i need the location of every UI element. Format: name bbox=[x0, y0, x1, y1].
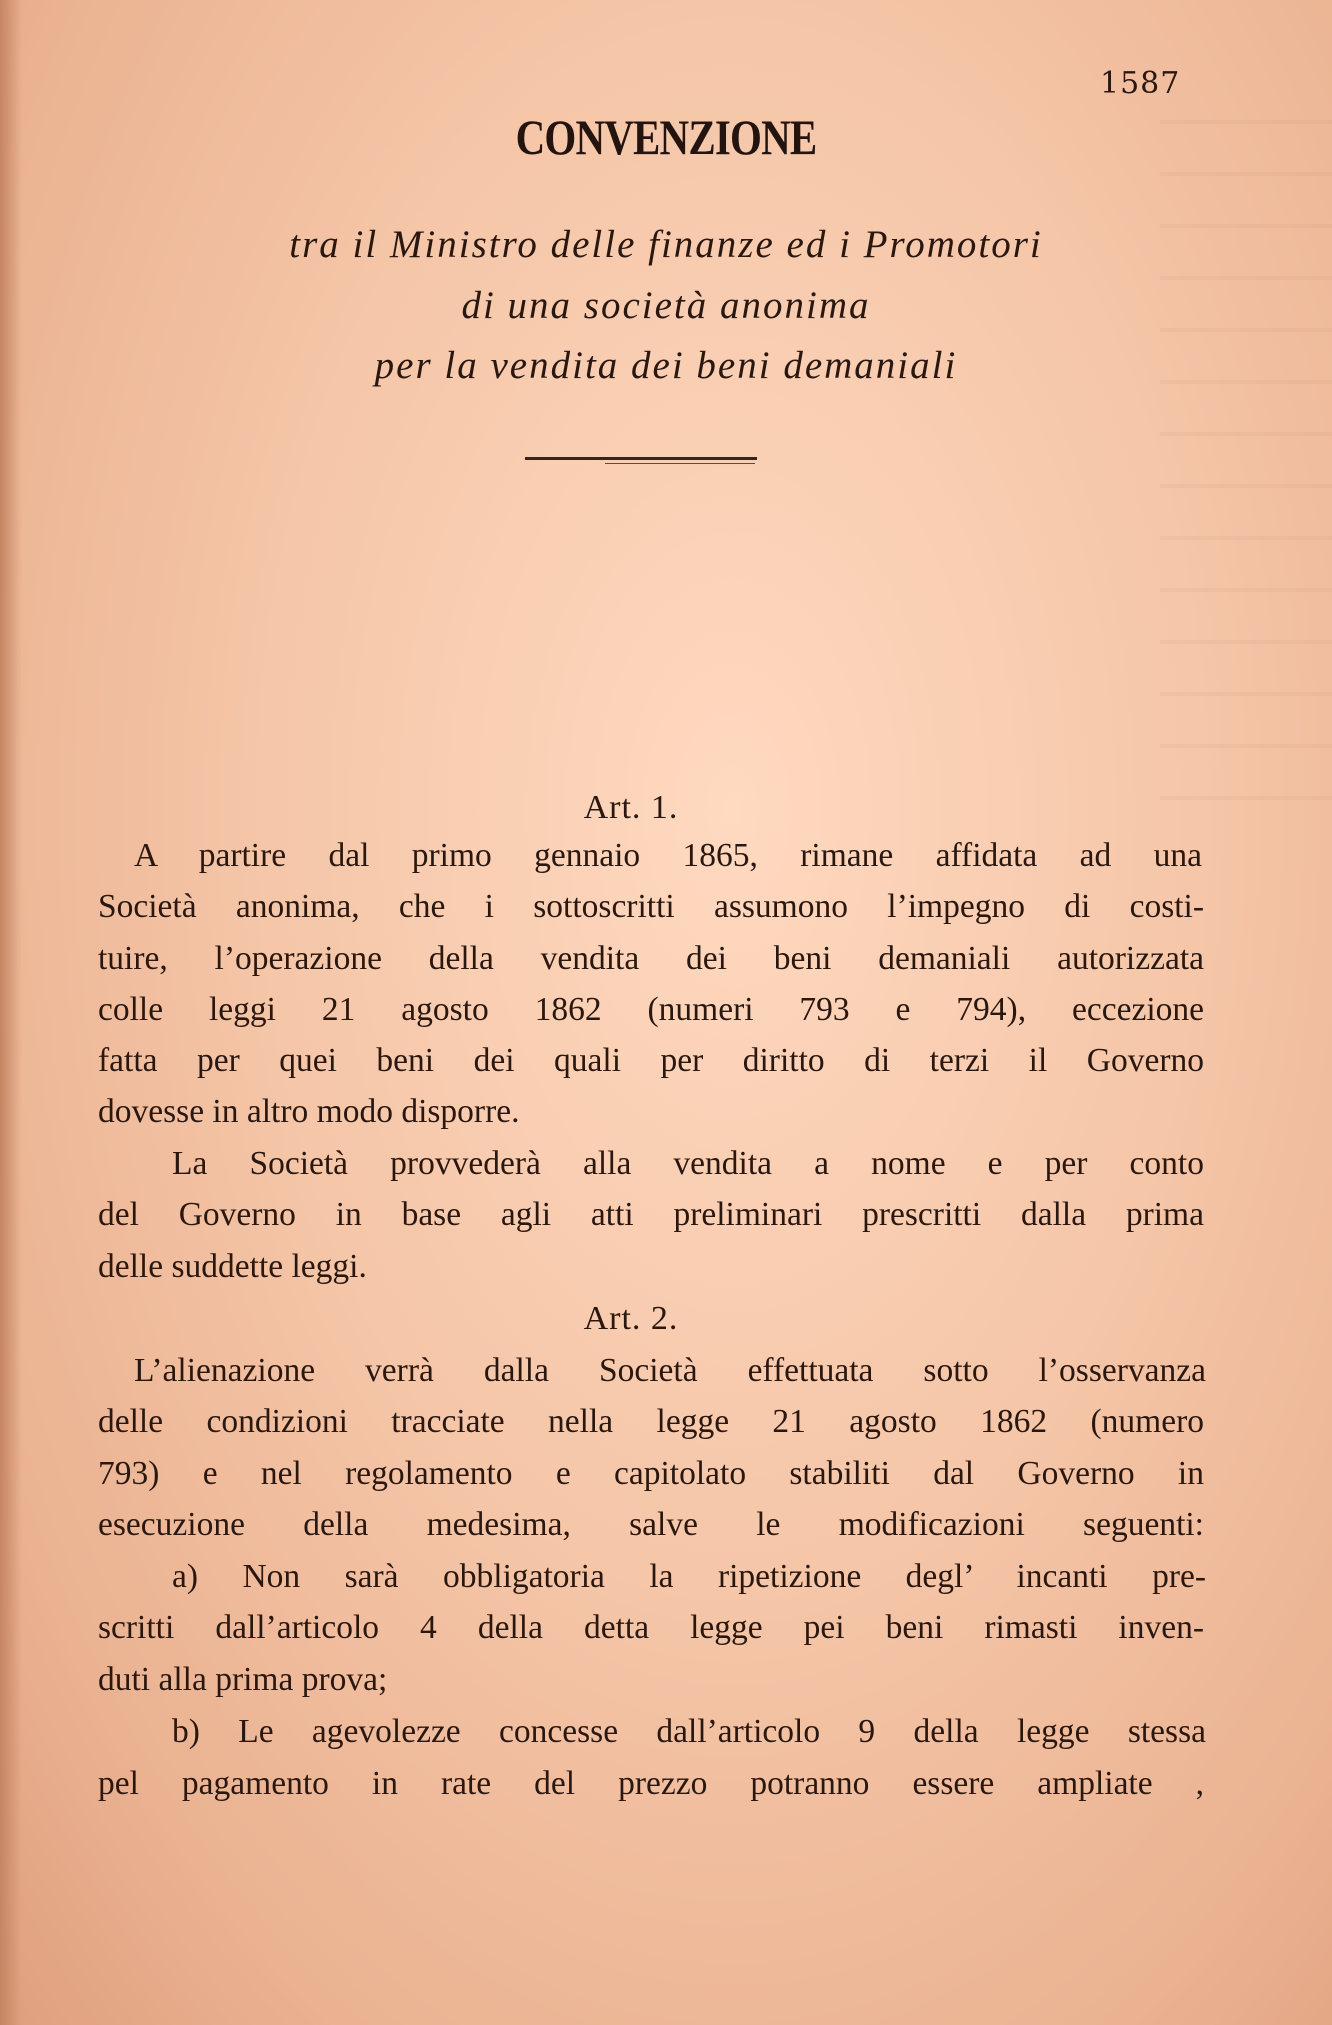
article-1-line: del Governo in base agli atti preliminari prescritti dalla prima bbox=[98, 1196, 1204, 1233]
subtitle-line-2: di una società anonima bbox=[461, 284, 871, 327]
title-divider-secondary bbox=[605, 463, 755, 464]
article-1-line: tuire, l’operazione della vendita dei beni demaniali autorizzata bbox=[98, 940, 1204, 977]
article-2-line: b) Le agevolezze concesse dall’articolo 9 della legge stessa bbox=[172, 1713, 1206, 1750]
document-title: CONVENZIONE bbox=[515, 109, 817, 165]
article-1-line: A partire dal primo gennaio 1865, rimane affidata ad una bbox=[134, 837, 1202, 874]
subtitle-line-1: tra il Ministro delle finanze ed i Promotori bbox=[289, 223, 1043, 266]
article-2-line: scritti dall’articolo 4 della detta legge pei beni rimasti inven- bbox=[98, 1609, 1204, 1646]
article-1-line: Società anonima, che i sottoscritti assumono l’impegno di costi- bbox=[98, 888, 1204, 925]
article-2-line: esecuzione della medesima, salve le modificazioni seguenti: bbox=[98, 1506, 1204, 1543]
article-1-line: colle leggi 21 agosto 1862 (numeri 793 e 794), eccezione bbox=[98, 991, 1204, 1028]
article-2-line: pel pagamento in rate del prezzo potranno essere ampliate , bbox=[98, 1765, 1204, 1802]
article-1-line: delle suddette leggi. bbox=[98, 1248, 367, 1285]
article-2-line: delle condizioni tracciate nella legge 21 agosto 1862 (numero bbox=[98, 1403, 1204, 1440]
article-1-line: fatta per quei beni dei quali per diritto di terzi il Governo bbox=[98, 1042, 1204, 1079]
article-2-line: a) Non sarà obbligatoria la ripetizione degl’ incanti pre- bbox=[172, 1558, 1206, 1595]
article-1-line: dovesse in altro modo disporre. bbox=[98, 1093, 520, 1130]
article-2-line: duti alla prima prova; bbox=[98, 1661, 388, 1698]
article-2-line: 793) e nel regolamento e capitolato stabiliti dal Governo in bbox=[98, 1455, 1204, 1492]
article-2-line: L’alienazione verrà dalla Società effettuata sotto l’osservanza bbox=[134, 1352, 1206, 1389]
article-1-heading: Art. 1. bbox=[583, 789, 679, 826]
title-divider bbox=[525, 457, 757, 460]
article-1-line: La Società provvederà alla vendita a nome e per conto bbox=[172, 1145, 1204, 1182]
article-2-heading: Art. 2. bbox=[583, 1300, 679, 1337]
subtitle-line-3: per la vendita dei beni demaniali bbox=[374, 344, 958, 387]
page-number: 1587 bbox=[1100, 66, 1181, 101]
